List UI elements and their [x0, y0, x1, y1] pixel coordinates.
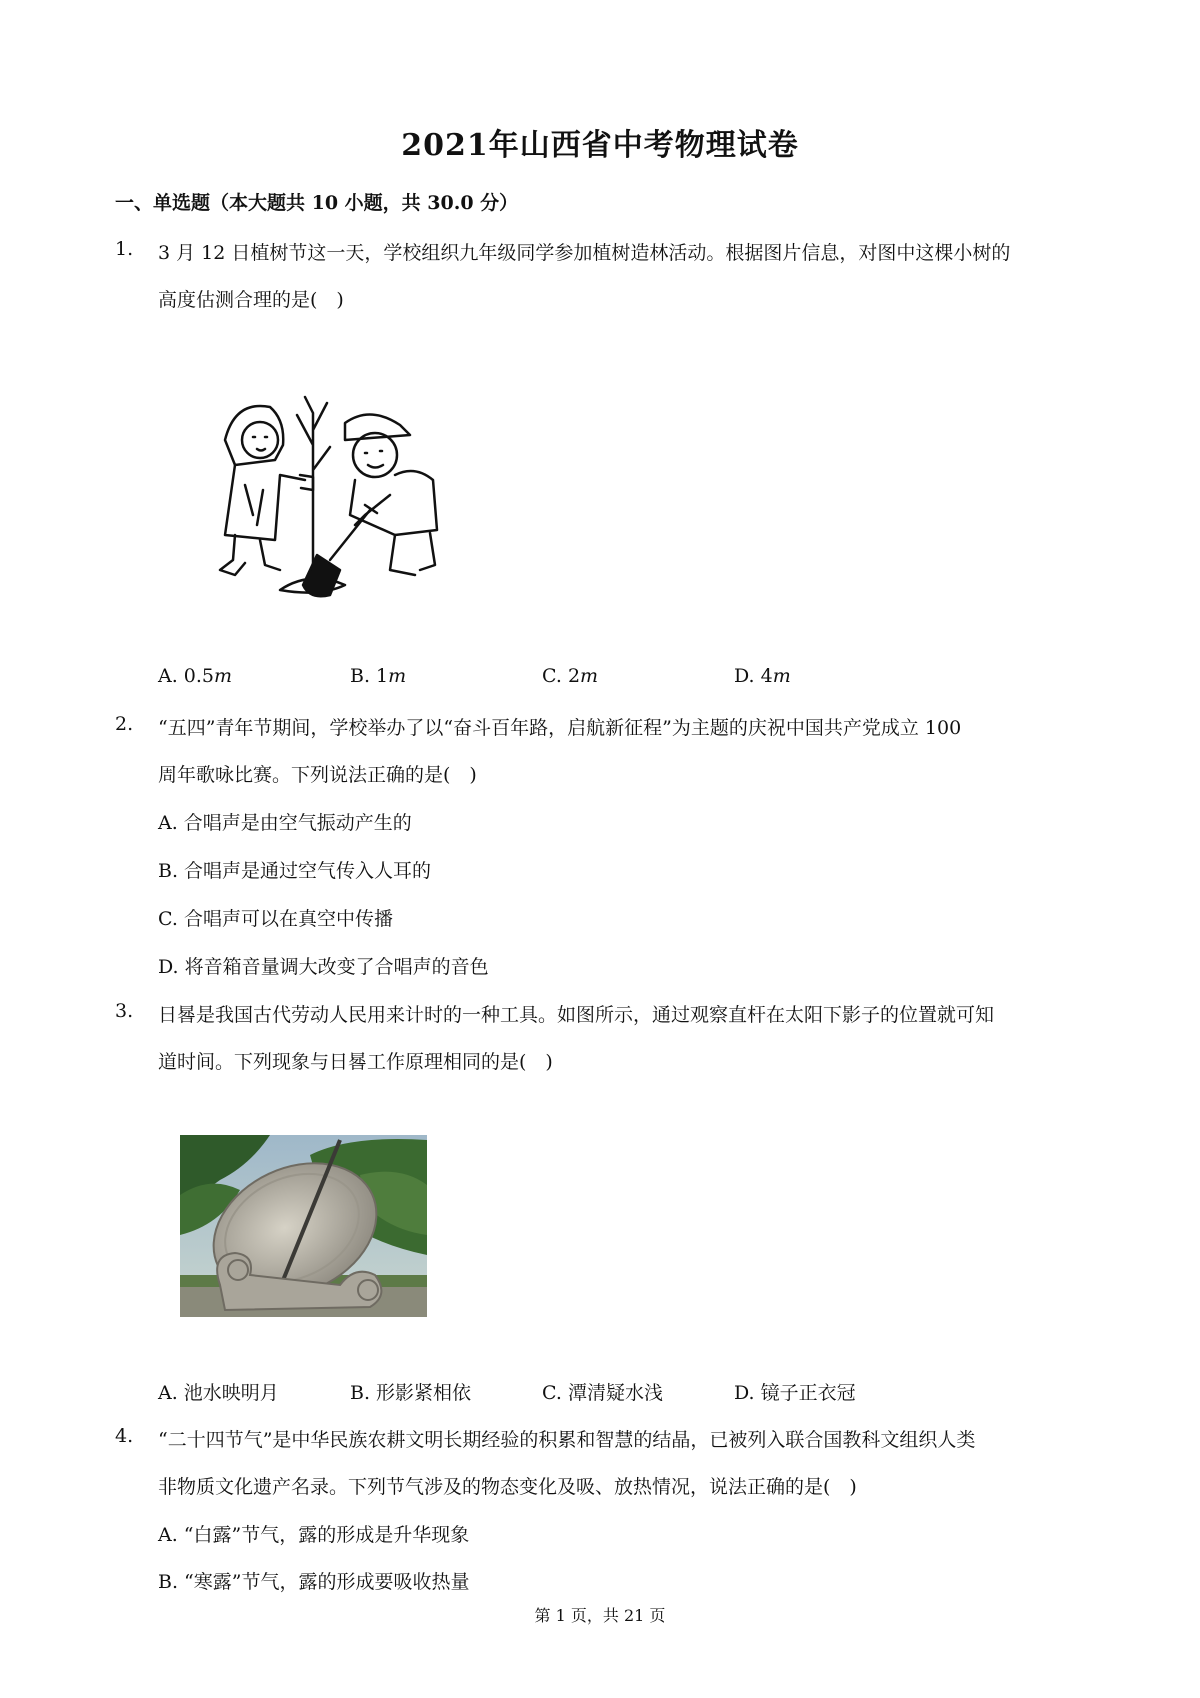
question-1-option-c: C. 2m [542, 665, 599, 687]
question-3-text-line-2: 道时间。下列现象与日晷工作原理相同的是( ) [158, 1051, 553, 1073]
question-1-option-d: D. 4m [734, 665, 791, 687]
sundial-photo [180, 1135, 427, 1317]
question-1-text-line-1: 3 月 12 日植树节这一天，学校组织九年级同学参加植树造林活动。根据图片信息，对图中这棵小树的 [158, 242, 1011, 264]
question-2-option-b: B. 合唱声是通过空气传入人耳的 [158, 860, 432, 882]
question-2-option-a: A. 合唱声是由空气振动产生的 [158, 812, 412, 834]
question-2-text-line-2: 周年歌咏比赛。下列说法正确的是( ) [158, 764, 477, 786]
section-heading: 一、单选题（本大题共 10 小题，共 30.0 分） [115, 192, 519, 214]
question-4-option-b: B. “寒露”节气，露的形成要吸收热量 [158, 1571, 470, 1593]
question-1-option-a: A. 0.5m [158, 665, 233, 687]
question-4-text-line-1: “二十四节气”是中华民族农耕文明长期经验的积累和智慧的结晶，已被列入联合国教科文组织人类 [158, 1429, 976, 1451]
question-4-option-a: A. “白露”节气，露的形成是升华现象 [158, 1524, 470, 1546]
question-3-option-d: D. 镜子正衣冠 [734, 1382, 856, 1404]
question-3-option-b: B. 形影紧相依 [350, 1382, 472, 1404]
page-title: 2021年山西省中考物理试卷 [401, 128, 799, 163]
question-4-text-line-2: 非物质文化遗产名录。下列节气涉及的物态变化及吸、放热情况，说法正确的是( ) [158, 1476, 857, 1498]
question-4-number: 4. [115, 1425, 134, 1447]
question-3-number: 3. [115, 1000, 134, 1022]
tree-planting-illustration [205, 385, 475, 610]
question-3-option-a: A. 池水映明月 [158, 1382, 279, 1404]
question-2-option-d: D. 将音箱音量调大改变了合唱声的音色 [158, 956, 489, 978]
question-1-text-line-2: 高度估测合理的是( ) [158, 289, 344, 311]
question-1-option-b: B. 1m [350, 665, 407, 687]
question-3-option-c: C. 潭清疑水浅 [542, 1382, 663, 1404]
question-3-text-line-1: 日晷是我国古代劳动人民用来计时的一种工具。如图所示，通过观察直杆在太阳下影子的位置就可知 [158, 1004, 995, 1026]
question-2-number: 2. [115, 713, 134, 735]
page-footer: 第 1 页，共 21 页 [534, 1606, 666, 1625]
question-1-number: 1. [115, 238, 134, 260]
question-2-text-line-1: “五四”青年节期间，学校举办了以“奋斗百年路，启航新征程”为主题的庆祝中国共产党成立 100 [158, 717, 962, 739]
question-2-option-c: C. 合唱声可以在真空中传播 [158, 908, 393, 930]
